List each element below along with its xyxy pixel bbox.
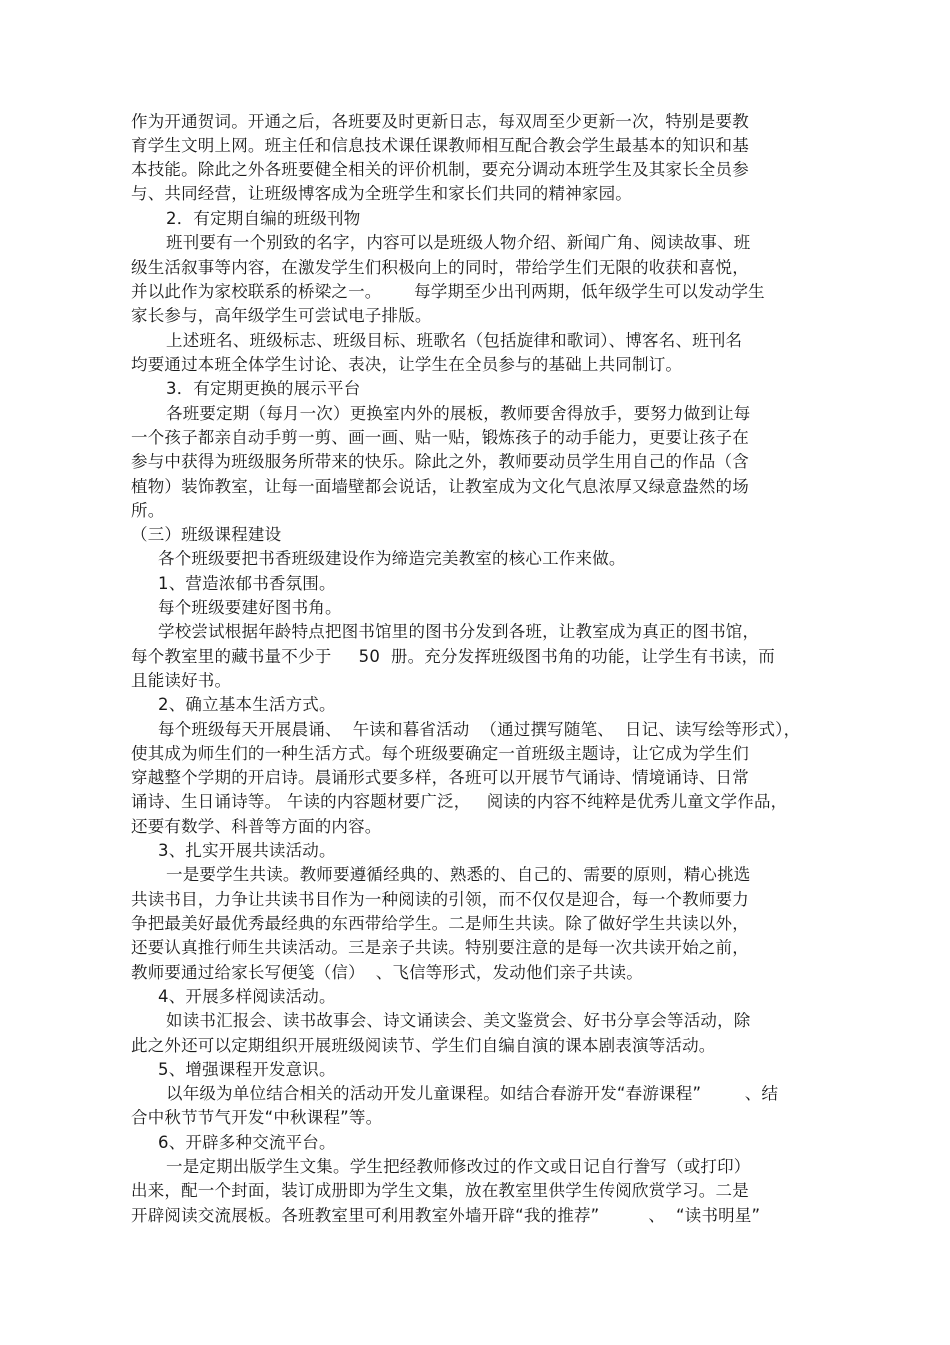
text-line: 合中秋节节气开发“中秋课程”等。 (131, 1108, 383, 1127)
text-line: 级生活叙事等内容，在激发学生们积极向上的同时，带给学生们无限的收获和喜悦， (131, 258, 749, 277)
subsection-heading: 6、开辟多种交流平台。 (158, 1133, 336, 1152)
text-line: 学校尝试根据年龄特点把图书馆里的图书分发到各班，让教室成为真正的图书馆， (158, 622, 760, 641)
text-line: 一是要学生共读。教师要遵循经典的、熟悉的、自己的、需要的原则，精心挑选 (166, 865, 751, 884)
subsection-heading: 4、开展多样阅读活动。 (158, 987, 336, 1006)
text-line: 穿越整个学期的开启诗。晨诵形式要多样，各班可以开展节气诵诗、情境诵诗、日常 (131, 768, 749, 787)
section-heading: 3．有定期更换的展示平台 (166, 379, 361, 398)
text-line: 如读书汇报会、读书故事会、诗文诵读会、美文鉴赏会、好书分享会等活动，除 (166, 1011, 751, 1030)
text-line: 育学生文明上网。班主任和信息技术课任课教师相互配合教会学生最基本的知识和基 (131, 136, 749, 155)
text-line: 参与中获得为班级服务所带来的快乐。除此之外，教师要动员学生用自己的作品（含 (131, 452, 749, 471)
text-line: 班刊要有一个别致的名字，内容可以是班级人物介绍、新闻广角、阅读故事、班 (166, 233, 751, 252)
text-line: 诵诗、生日诵诗等。 午读的内容题材要广泛， 阅读的内容不纯粹是优秀儿童文学作品， (131, 792, 788, 811)
subsection-heading: 1、营造浓郁书香氛围。 (158, 574, 336, 593)
text-line: 还要认真推行师生共读活动。三是亲子共读。特别要注意的是每一次共读开始之前， (131, 938, 749, 957)
text-line: 作为开通贺词。开通之后，各班要及时更新日志，每双周至少更新一次，特别是要教 (131, 112, 749, 131)
text-line: 开辟阅读交流展板。各班教室里可利用教室外墙开辟“我的推荐” 、 “读书明星” (131, 1206, 761, 1225)
section-heading: （三）班级课程建设 (131, 525, 282, 544)
text-line: 各个班级要把书香班级建设作为缔造完美教室的核心工作来做。 (158, 549, 626, 568)
text-line: 以年级为单位结合相关的活动开发儿童课程。如结合春游开发“春游课程” 、结 (166, 1084, 779, 1103)
text-line: 家长参与，高年级学生可尝试电子排版。 (131, 306, 432, 325)
text-line: 出来，配一个封面，装订成册即为学生文集，放在教室里供学生传阅欣赏学习。二是 (131, 1181, 749, 1200)
text-line: 每个教室里的藏书量不少于 50 册。充分发挥班级图书角的功能，让学生有书读，而 (131, 647, 776, 666)
text-line: 所。 (131, 501, 165, 520)
text-line: 此之外还可以定期组织开展班级阅读节、学生们自编自演的课本剧表演等活动。 (131, 1036, 716, 1055)
text-line: 共读书目，力争让共读书目作为一种阅读的引领，而不仅仅是迎合，每一个教师要力 (131, 890, 749, 909)
text-line: 使其成为师生们的一种生活方式。每个班级要确定一首班级主题诗，让它成为学生们 (131, 744, 749, 763)
text-line: 并以此作为家校联系的桥梁之一。 每学期至少出刊两期，低年级学生可以发动学生 (131, 282, 765, 301)
subsection-heading: 2、确立基本生活方式。 (158, 695, 336, 714)
text-line: 且能读好书。 (131, 671, 232, 690)
subsection-heading: 5、增强课程开发意识。 (158, 1060, 336, 1079)
text-line: 植物）装饰教室，让每一面墙壁都会说话，让教室成为文化气息浓厚又绿意盎然的场 (131, 477, 749, 496)
text-line: 每个班级要建好图书角。 (158, 598, 342, 617)
text-line: 与、共同经营，让班级博客成为全班学生和家长们共同的精神家园。 (131, 184, 632, 203)
subsection-heading: 3、扎实开展共读活动。 (158, 841, 336, 860)
text-line: 还要有数学、科普等方面的内容。 (131, 817, 382, 836)
text-line: 争把最美好最优秀最经典的东西带给学生。二是师生共读。除了做好学生共读以外， (131, 914, 749, 933)
text-line: 教师要通过给家长写便笺（信） 、飞信等形式，发动他们亲子共读。 (131, 963, 643, 982)
text-line: 各班要定期（每月一次）更换室内外的展板，教师要舍得放手，要努力做到让每 (166, 404, 751, 423)
text-line: 上述班名、班级标志、班级目标、班歌名（包括旋律和歌词）、博客名、班刊名 (166, 331, 743, 350)
section-heading: 2．有定期自编的班级刊物 (166, 209, 361, 228)
text-line: 每个班级每天开展晨诵、 午读和暮省活动 （通过撰写随笔、 日记、读写绘等形式）， (158, 720, 801, 739)
text-line: 一是定期出版学生文集。学生把经教师修改过的作文或日记自行誊写（或打印） (166, 1157, 751, 1176)
text-line: 本技能。除此之外各班要健全相关的评价机制，要充分调动本班学生及其家长全员参 (131, 160, 749, 179)
text-line: 一个孩子都亲自动手剪一剪、画一画、贴一贴，锻炼孩子的动手能力，更要让孩子在 (131, 428, 749, 447)
text-line: 均要通过本班全体学生讨论、表决，让学生在全员参与的基础上共同制订。 (131, 355, 683, 374)
